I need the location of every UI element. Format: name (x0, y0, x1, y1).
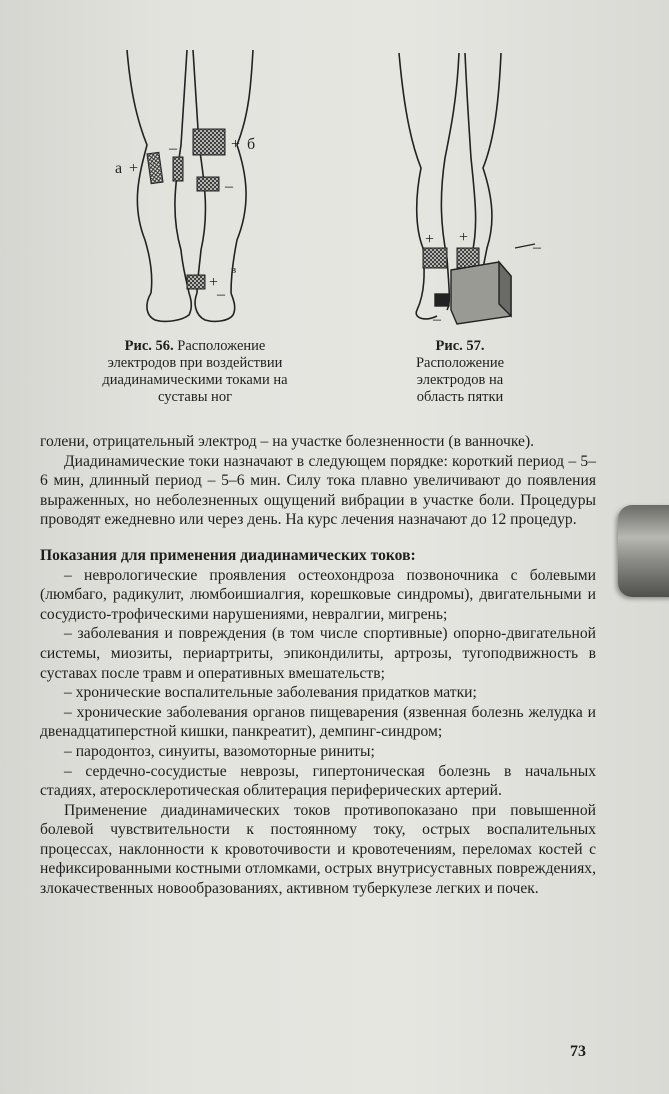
figure-56-caption-line: диадинамическими токами на (102, 372, 288, 388)
figure-56-drawing (105, 45, 285, 330)
label-a: а (115, 160, 123, 177)
label-b-plus: + (231, 136, 241, 153)
indications-heading: Показания для применения диадинамических токов: (40, 546, 416, 564)
label-v-minus: – (217, 286, 225, 303)
page-number: 73 (570, 1043, 586, 1060)
figure-57-caption-line: электродов на (416, 372, 504, 388)
label-b: б (247, 136, 256, 153)
figure-56-caption-line: суставы ног (157, 389, 233, 405)
figure-57-number: Рис. 57. (435, 338, 485, 354)
paragraph-continuation: голени, отрицательный электрод – на участке болезненности (в ванночке). (40, 433, 535, 450)
figure-57-caption-line: Расположение (415, 355, 505, 371)
paragraph-procedure: Диадинамические токи назначают в следующем порядке: короткий период – 5–6 мин, длинный период – 5–6 мин. Силу тока плавно увеличивают до появления выраженных, но неболезненных ощущений вибрации в участке боли. Процедуры проводят ежедневно или через день. На курс лечения назначают до 12 процедур. (40, 452, 596, 529)
paragraph-contraindications: Применение диадинамических токов противопоказано при повышенной болевой чувствительности к постоянному току, острых воспалительных процессах, наклонности к кровоточивости и кровотечениям, переломах костей с нефиксированными костными отломками, острых внутрисуставных повреждениях, злокачественных новообразованиях, активном туберкулезе легких и почек. (40, 801, 596, 898)
legs-electrodes-illustration (105, 45, 285, 330)
indication-item: – хронические заболевания органов пищеварения (язвенная болезнь желудка и двенадцатиперстной кишки, панкреатит), демпинг-синдром; (40, 703, 596, 741)
figure-57-caption-line: область пятки (416, 389, 504, 405)
heel-right-plus: + (459, 229, 469, 246)
label-b-minus: – (225, 178, 233, 195)
indication-item: – заболевания и повреждения (в том числе спортивные) опорно-двигательной системы, миозиты, периартриты, эпикондилиты, артрозы, тугоподвижность в суставах после травм и оперативных вмешательств; (40, 625, 596, 682)
figure-56-caption (70, 338, 320, 406)
heel-minus-right: – (533, 239, 541, 256)
body-text (40, 432, 596, 899)
label-a-plus: + (129, 160, 139, 177)
label-a-minus: – (169, 140, 177, 157)
indication-item: – хронические воспалительные заболевания придатков матки; (64, 684, 477, 702)
heel-minus-bottom: – (433, 311, 441, 328)
page-tab-marker (618, 505, 669, 597)
label-v-plus: + (209, 274, 219, 291)
figure-57-caption (380, 338, 540, 406)
figure-57-drawing (395, 48, 555, 333)
label-v: в (231, 264, 237, 276)
indication-item: – пародонтоз, синуиты, вазомоторные риниты; (64, 742, 375, 760)
figure-56-number: Рис. 56. (124, 338, 174, 354)
heels-electrodes-illustration (395, 48, 555, 333)
indication-item: – неврологические проявления остеохондроза позвоночника с болевыми (люмбаго, радикулит, люмбоишиалгия, корешковые синдромы), двигательными и сосудисто-трофическими нарушениями, невралгии, мигрень; (40, 566, 596, 623)
figure-56-caption-first: Расположение (177, 338, 266, 354)
figure-56-caption-line: электродов при воздействии (107, 355, 283, 371)
heel-left-plus: + (425, 231, 435, 248)
indication-item: – сердечно-сосудистые неврозы, гипертоническая болезнь в начальных стадиях, атеросклеротическая облитерация периферических артерий. (40, 762, 596, 800)
